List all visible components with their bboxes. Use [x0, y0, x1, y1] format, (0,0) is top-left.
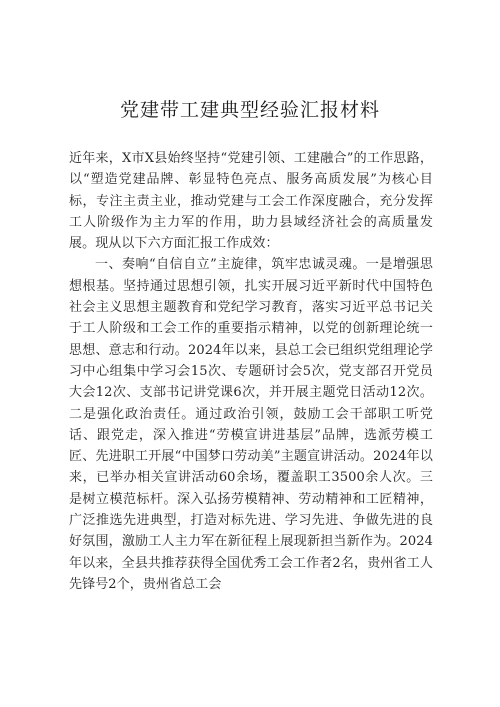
paragraph-intro: 近年来，X市X县始终坚持“党建引领、工建融合”的工作思路，以“塑造党建品牌、彰显特色亮点、服务高质发展”为核心目标，专注主责主业，推动党建与工会工作深度融合，充分发挥工人阶级作为主力军的作用，助力县域经济社会的高质量发展。现从以下六方面汇报工作成效： — [69, 151, 433, 252]
document-body — [69, 148, 433, 595]
paragraph-section-one: 一、奏响“自信自立”主旋律，筑牢忠诚灵魂。一是增强思想根基。坚持通过思想引领，扎实开展习近平新时代中国特色社会主义思想主题教育和党纪学习教育，落实习近平总书记关于工人阶级和工会工作的重要指示精神，以党的创新理论统一思想、意志和行动。2024年以来，县总工会已组织党组理论学习中心组集中学习会15次、专题研讨会5次，党支部召开党员大会12次、支部书记讲党课6次，并开展主题党日活动12次。二是强化政治责任。通过政治引领，鼓励工会干部职工听党话、跟党走，深入推进“劳模宣讲进基层”品牌，选派劳模工匠、先进职工开展“中国梦口劳动美”主题宣讲活动。2024年以来，已举办相关宣讲活动60余场，覆盖职工3500余人次。三是树立模范标杆。深入弘扬劳模精神、劳动精神和工匠精神，广泛推选先进典型，打造对标先进、学习先进、争做先进的良好氛围，激励工人主力军在新征程上展现新担当新作为。2024年以来，全县共推荐获得全国优秀工会工作者2名，贵州省工人先锋号2个，贵州省总工会 — [69, 257, 433, 592]
document-title: 党建带工建典型经验汇报材料 — [119, 99, 380, 121]
